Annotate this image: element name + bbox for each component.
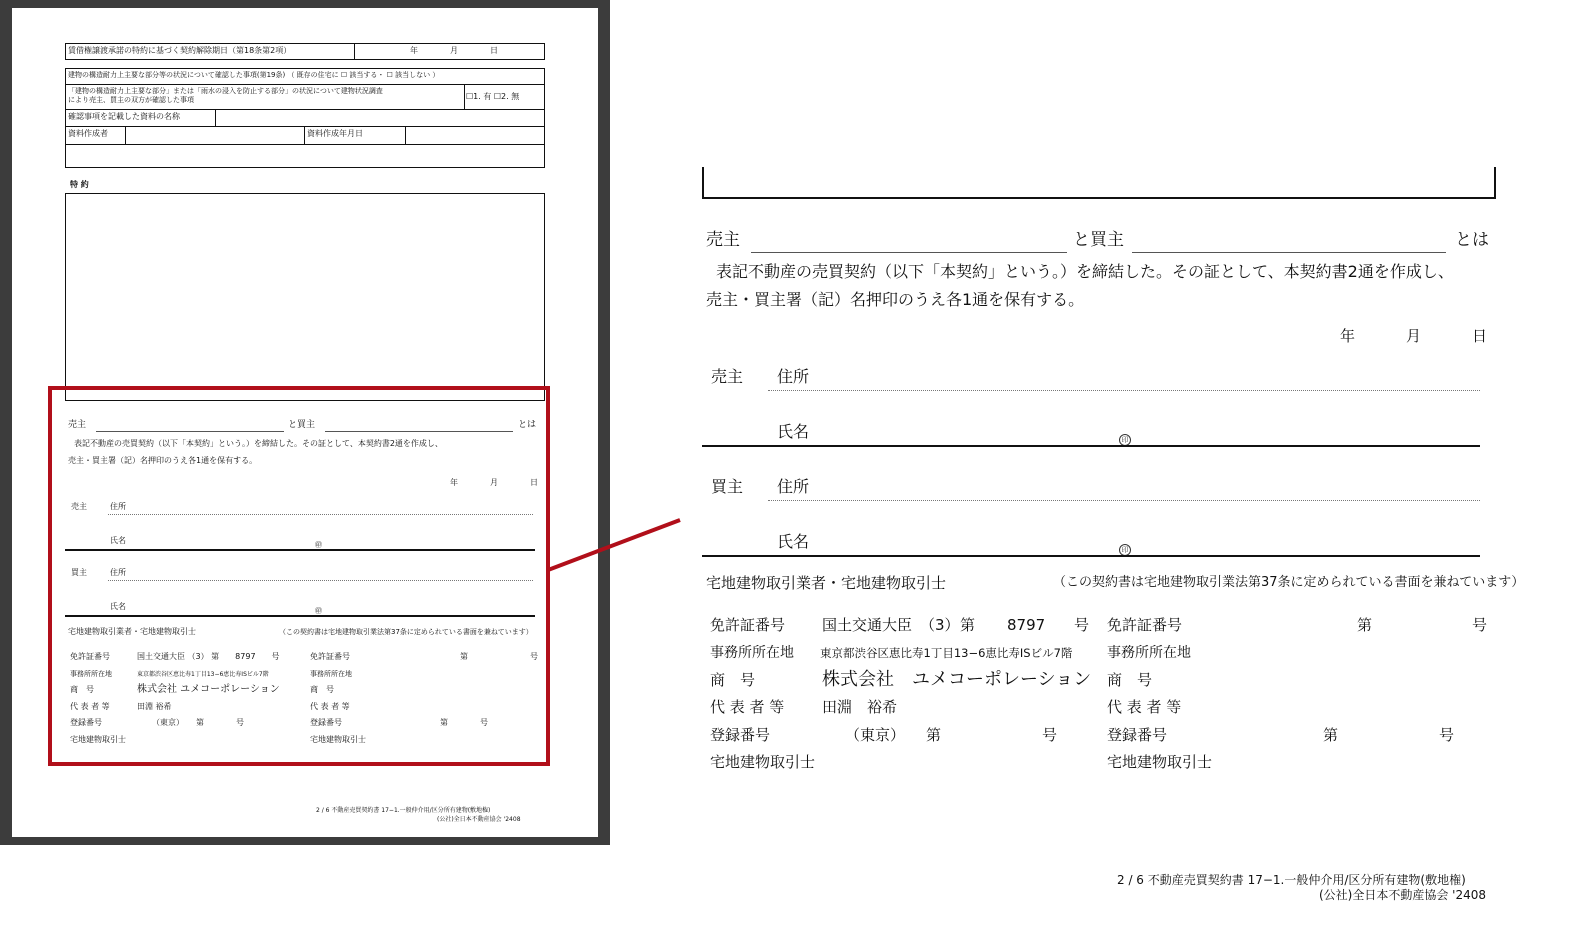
trade-name-value: 株式会社 ユメコーポレーション bbox=[822, 669, 1092, 690]
thumb-year: 年 bbox=[410, 46, 418, 55]
thumb-month: 月 bbox=[450, 46, 458, 55]
special-terms-box bbox=[65, 193, 545, 401]
agent-label: 宅地建物取引士 bbox=[710, 753, 816, 771]
buyer-name-blank bbox=[1132, 252, 1446, 253]
thumb-license-value: 国土交通大臣 （3） 第 8797 号 bbox=[137, 652, 280, 661]
thumb-broker-heading: 宅地建物取引業者・宅地建物取引士 bbox=[68, 627, 196, 636]
and-buyer-label: と買主 bbox=[1073, 230, 1124, 250]
thumb-office-value: 東京都渋谷区恵比寿1丁目13−6恵比寿ISビル7階 bbox=[137, 671, 269, 678]
thumb-license-label: 免許証番号 bbox=[70, 652, 110, 661]
thumb-and-buyer: と買主 bbox=[288, 420, 316, 430]
footer-line2: (公社)全日本不動産協会 '2408 bbox=[1319, 888, 1487, 902]
registration-label: 登録番号 bbox=[710, 726, 771, 744]
license-dai: 第 bbox=[960, 616, 976, 634]
thumb-toha: とは bbox=[518, 420, 537, 430]
thumb-go-right: 号 bbox=[530, 652, 538, 661]
thumb-buyer-block-label: 買主 bbox=[71, 568, 87, 577]
registration-go: 号 bbox=[1042, 726, 1058, 744]
thumb-day: 日 bbox=[490, 46, 498, 55]
thumb-rep-label-right: 代 表 者 等 bbox=[310, 702, 350, 711]
thumb-sig-day: 日 bbox=[530, 478, 538, 487]
thumb-seller-seal: ㊞ bbox=[315, 541, 322, 549]
row-divider bbox=[65, 84, 545, 85]
thumb-footer-line2: (公社)全日本不動産協会 '2408 bbox=[437, 816, 521, 823]
row-divider bbox=[65, 109, 545, 110]
footer-line1: 2 / 6 不動産売買契約書 17−1.一般仲介用/区分所有建物(敷地権) bbox=[1117, 873, 1466, 887]
thumb-reg-label-right: 登録番号 bbox=[310, 718, 342, 727]
contract-day: 日 bbox=[1472, 327, 1488, 345]
thumb-seller-label: 売主 bbox=[68, 420, 87, 430]
author-label: 資料作成者 bbox=[68, 129, 108, 138]
registration-dai-right: 第 bbox=[1323, 726, 1339, 744]
special-terms-box-bottom bbox=[702, 197, 1496, 199]
registration-go-right: 号 bbox=[1439, 726, 1455, 744]
inspect-row-line1: 「建物の構造耐力上主要な部分」または「雨水の浸入を防止する部分」の状況について建物状況調査 bbox=[68, 87, 383, 95]
thumb-office-label-right: 事務所所在地 bbox=[310, 670, 352, 678]
agent-label-right: 宅地建物取引士 bbox=[1107, 753, 1213, 771]
inspect-row-line2: により売主、買主の双方が確認した事項 bbox=[68, 96, 194, 104]
buyer-name-field[interactable] bbox=[702, 555, 1480, 557]
thumb-buyer-address-label: 住所 bbox=[110, 568, 126, 577]
contract-month: 月 bbox=[1406, 327, 1422, 345]
buyer-address-label: 住所 bbox=[777, 477, 810, 496]
seller-label: 売主 bbox=[706, 230, 740, 250]
registration-prefecture: （東京） bbox=[845, 726, 906, 744]
cell-divider bbox=[304, 126, 305, 144]
connector-line bbox=[548, 518, 683, 573]
trade-name-label-right: 商 号 bbox=[1107, 671, 1153, 689]
thumb-office-label: 事務所所在地 bbox=[70, 670, 112, 678]
registration-dai: 第 bbox=[926, 726, 942, 744]
cell-divider bbox=[125, 126, 126, 144]
thumb-dai-right: 第 bbox=[460, 652, 468, 661]
license-round: （3） bbox=[920, 616, 960, 634]
thumb-seller-address-label: 住所 bbox=[110, 502, 126, 511]
highlight-box bbox=[48, 386, 550, 766]
representative-label: 代 表 者 等 bbox=[710, 698, 785, 716]
row-divider bbox=[65, 144, 545, 145]
inspect-options: ☐1. 有 ☐2. 無 bbox=[466, 92, 520, 101]
buyer-name-label: 氏名 bbox=[777, 532, 810, 551]
representative-label-right: 代 表 者 等 bbox=[1107, 698, 1182, 716]
thumb-buyer-name-label: 氏名 bbox=[110, 602, 126, 611]
license-label: 免許証番号 bbox=[710, 616, 786, 634]
cell-divider bbox=[354, 43, 355, 60]
buyer-address-field[interactable] bbox=[768, 500, 1480, 501]
license-dai-right: 第 bbox=[1357, 616, 1373, 634]
trade-name-label: 商 号 bbox=[710, 671, 756, 689]
doc-name-label: 確認事項を記載した資料の名称 bbox=[68, 112, 180, 121]
broker-heading: 宅地建物取引業者・宅地建物取引士 bbox=[706, 574, 947, 592]
thumb-sig-year: 年 bbox=[450, 478, 458, 487]
thumb-body-line1: 表記不動産の売買契約（以下「本契約」という。）を締結した。その証として、本契約書2通を作成し、 bbox=[74, 439, 443, 448]
thumb-agent-label: 宅地建物取引士 bbox=[70, 735, 126, 744]
thumb-seller-name-label: 氏名 bbox=[110, 536, 126, 545]
thumb-sig-month: 月 bbox=[490, 478, 498, 487]
seller-seal-icon: 印 bbox=[1119, 434, 1131, 446]
thumb-reg-label: 登録番号 bbox=[70, 718, 102, 727]
license-label-right: 免許証番号 bbox=[1107, 616, 1183, 634]
thumb-trade-value: 株式会社 ユメコーポレーション bbox=[137, 684, 280, 695]
contract-body-line2: 売主・買主署（記）名押印のうえ各1通を保有する。 bbox=[706, 290, 1085, 309]
representative-value: 田淵 裕希 bbox=[822, 698, 898, 716]
office-label-right: 事務所所在地 bbox=[1107, 645, 1191, 661]
seller-block-label: 売主 bbox=[711, 367, 744, 386]
office-label: 事務所所在地 bbox=[710, 645, 794, 661]
registration-label-right: 登録番号 bbox=[1107, 726, 1168, 744]
author-date-label: 資料作成年月日 bbox=[307, 129, 363, 138]
license-go: 号 bbox=[1074, 616, 1090, 634]
thumb-trade-label: 商 号 bbox=[70, 685, 94, 694]
special-terms-box-right bbox=[1494, 167, 1496, 199]
special-terms-box-left bbox=[702, 167, 704, 199]
thumb-footer-line1: 2 / 6 不動産売買契約書 17−1.一般仲介用/区分所有建物(敷地権) bbox=[316, 807, 491, 814]
buyer-block-label: 買主 bbox=[711, 477, 744, 496]
thumb-trade-label-right: 商 号 bbox=[310, 685, 334, 694]
thumb-agent-label-right: 宅地建物取引士 bbox=[310, 735, 366, 744]
thumb-reg-right-value: 第 号 bbox=[440, 718, 488, 727]
structure-row: 建物の構造耐力上主要な部分等の状況について確認した事項(第19条) （ 既存の住宅に ☐ 該当する・ ☐ 該当しない ） bbox=[68, 71, 440, 79]
seller-address-label: 住所 bbox=[777, 367, 810, 386]
thumb-license-label-right: 免許証番号 bbox=[310, 652, 350, 661]
thumb-body-line2: 売主・買主署（記）名押印のうえ各1通を保有する。 bbox=[68, 456, 258, 465]
cell-divider bbox=[464, 84, 465, 109]
contract-year: 年 bbox=[1340, 327, 1356, 345]
seller-address-field[interactable] bbox=[768, 390, 1480, 391]
office-value: 東京都渋谷区恵比寿1丁目13−6恵比寿ISビル7階 bbox=[820, 646, 1073, 660]
thumb-seller-block-label: 売主 bbox=[71, 502, 87, 511]
thumb-buyer-seal: ㊞ bbox=[315, 607, 322, 615]
thumb-reg-value: （東京） 第 号 bbox=[152, 718, 244, 727]
special-terms-heading: 特 約 bbox=[70, 180, 89, 189]
cancel-date-label: 賃借権譲渡承諾の特約に基づく契約解除期日（第18条第2項） bbox=[68, 46, 292, 55]
cell-divider bbox=[215, 109, 216, 126]
thumb-broker-note: （この契約書は宅地建物取引業法第37条に定められている書面を兼ねています） bbox=[279, 628, 533, 636]
license-number: 8797 bbox=[1007, 616, 1046, 634]
thumb-rep-value: 田淵 裕希 bbox=[137, 702, 172, 711]
seller-name-blank bbox=[751, 252, 1067, 253]
seller-name-label: 氏名 bbox=[777, 422, 810, 441]
buyer-seal-icon: 印 bbox=[1119, 544, 1131, 556]
thumb-rep-label: 代 表 者 等 bbox=[70, 702, 110, 711]
license-authority: 国土交通大臣 bbox=[822, 616, 913, 634]
license-go-right: 号 bbox=[1472, 616, 1488, 634]
cell-divider bbox=[405, 126, 406, 144]
broker-note: （この契約書は宅地建物取引業法第37条に定められている書面を兼ねています） bbox=[1053, 575, 1525, 590]
contract-body-line1: 表記不動産の売買契約（以下「本契約」という。）を締結した。その証として、本契約書2通を作成し、 bbox=[716, 262, 1454, 281]
seller-name-field[interactable] bbox=[702, 445, 1480, 447]
row-divider bbox=[65, 126, 545, 127]
toha-label: とは bbox=[1455, 230, 1489, 250]
